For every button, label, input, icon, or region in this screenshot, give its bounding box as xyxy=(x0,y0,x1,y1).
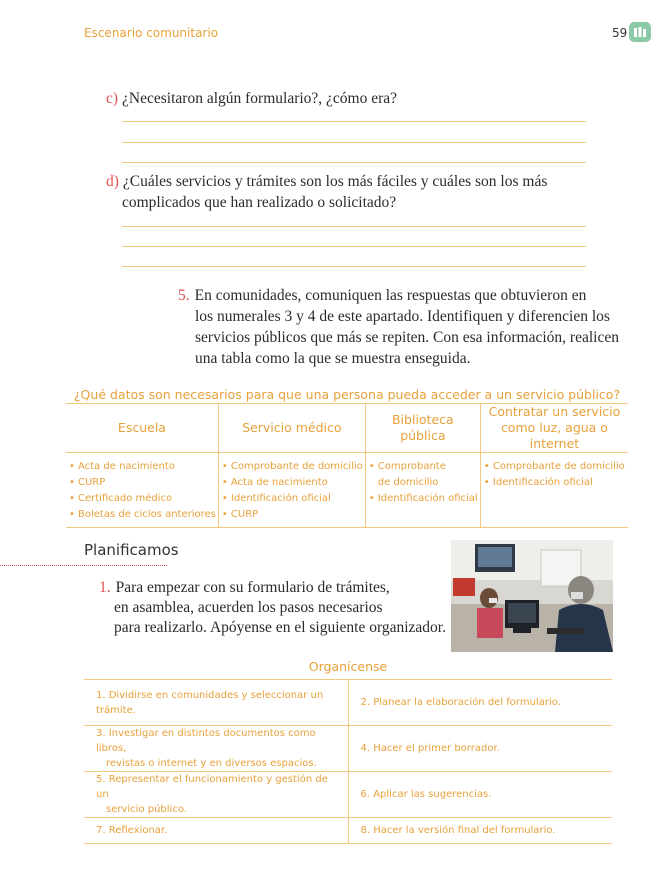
item-text: En comunidades, comuniquen las respuestas que obtuvieron en xyxy=(194,287,587,304)
question-d xyxy=(106,171,547,213)
column-header-library: Biblioteca pública xyxy=(365,404,480,453)
organizer-step: 2. Planear la elaboración del formulario. xyxy=(348,680,612,726)
office-photo xyxy=(451,540,613,652)
list-item: • Acta de nacimiento xyxy=(69,461,175,472)
table-row xyxy=(84,772,612,818)
services-cell-medical xyxy=(218,453,365,528)
page-number: 59 xyxy=(612,26,628,40)
services-cell-school xyxy=(66,453,218,528)
column-header-school: Escuela xyxy=(66,404,218,453)
item-number: 5. xyxy=(178,287,190,304)
organizer-step: 3. Investigar en distintos documentos como libros, revistas o internet y en diversos espacios. xyxy=(84,726,348,772)
item-text: para realizarlo. Apóyense en el siguiente organizador. xyxy=(114,619,446,636)
list-item: • Boletas de ciclos anteriores xyxy=(69,509,216,520)
organizer-step: 7. Reflexionar. xyxy=(84,818,348,844)
services-cell-utilities xyxy=(480,453,628,528)
table-row xyxy=(84,726,612,772)
list-item: • Identificación oficial xyxy=(221,493,331,504)
table-row xyxy=(84,680,612,726)
list-item: • CURP xyxy=(221,509,259,520)
list-item: • CURP xyxy=(69,477,106,488)
item-text: en asamblea, acuerden los pasos necesarios xyxy=(114,599,383,616)
answer-line xyxy=(122,162,586,163)
answer-line xyxy=(122,266,586,267)
answer-line xyxy=(122,246,586,247)
organizer-step: 5. Representar el funcionamiento y gestión de un servicio público. xyxy=(84,772,348,818)
item-number: 1. xyxy=(99,579,111,596)
question-text: complicados que han realizado o solicitado? xyxy=(122,194,397,211)
item-text: Para empezar con su formulario de trámites, xyxy=(115,579,390,596)
column-header-medical: Servicio médico xyxy=(218,404,365,453)
answer-line xyxy=(122,121,586,122)
list-item: • Identificación oficial xyxy=(368,493,478,504)
answer-line xyxy=(122,142,586,143)
organizer-step: 8. Hacer la versión final del formulario. xyxy=(348,818,612,844)
section-heading-planificamos: Planificamos xyxy=(84,541,179,559)
item-text: servicios públicos que más se repiten. Con esa información, realicen xyxy=(195,329,619,346)
list-item: • Comprobante de domicilio xyxy=(368,461,446,488)
list-item: • Certificado médico xyxy=(69,493,173,504)
organizer-table xyxy=(84,679,612,844)
instruction-item-5 xyxy=(178,285,619,369)
services-table-title: ¿Qué datos son necesarios para que una persona pueda acceder a un servicio público? xyxy=(73,387,621,402)
question-text: ¿Cuáles servicios y trámites son los más fáciles y cuáles son los más xyxy=(122,173,548,190)
organizer-title: Organícense xyxy=(308,659,388,674)
item-text: los numerales 3 y 4 de este apartado. Identifiquen y diferencien los xyxy=(195,308,610,325)
organizer-step: 6. Aplicar las sugerencias. xyxy=(348,772,612,818)
heading-divider xyxy=(0,565,167,566)
instruction-item-1 xyxy=(99,578,446,638)
books-icon xyxy=(629,22,651,42)
organizer-step: 4. Hacer el primer borrador. xyxy=(348,726,612,772)
list-item: • Identificación oficial xyxy=(483,477,593,488)
question-c xyxy=(106,88,397,109)
item-text: una tabla como la que se muestra enseguida. xyxy=(195,350,471,367)
table-row xyxy=(84,818,612,844)
answer-line xyxy=(122,226,586,227)
question-letter: c) xyxy=(106,90,119,107)
list-item: • Comprobante de domicilio xyxy=(483,461,625,472)
services-table xyxy=(66,403,628,528)
question-text: ¿Necesitaron algún formulario?, ¿cómo era? xyxy=(122,90,398,107)
section-header: Escenario comunitario xyxy=(84,26,219,40)
list-item: • Acta de nacimiento xyxy=(221,477,328,488)
list-item: • Comprobante de domicilio xyxy=(221,461,363,472)
question-letter: d) xyxy=(106,173,119,190)
services-cell-library xyxy=(365,453,480,528)
column-header-utilities: Contratar un servicio como luz, agua o internet xyxy=(480,404,628,453)
organizer-step: 1. Dividirse en comunidades y seleccionar un trámite. xyxy=(84,680,348,726)
